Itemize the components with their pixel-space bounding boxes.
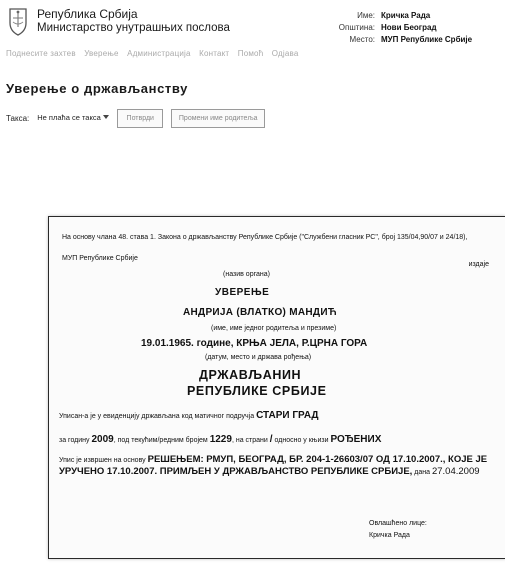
book-label: односно у књизи: [274, 437, 329, 444]
ordinal-label: под текућим/редним бројем: [117, 437, 208, 444]
main-nav: [6, 49, 305, 58]
person-name: АНДРИЈА (ВЛАТКО) МАНДИЋ: [183, 307, 337, 318]
year-value: 2009: [91, 434, 114, 445]
official-name: Кричка Рада: [369, 532, 410, 539]
basis-text: РЕШЕЊЕМ: РМУП, БЕОГРАД, БР. 204-1-26603/07 ОД 17.10.2007., КОЈЕ ЈЕ УРУЧЕНО 17.10.2007. ПРИМЉЕН У ДРЖАВЉАНСТВО РЕПУБЛИКЕ СРБИЈЕ,: [59, 454, 488, 477]
ordinal-value: 1229: [209, 434, 232, 445]
year-label: за годину: [59, 437, 90, 444]
tax-select[interactable]: [35, 111, 113, 125]
tax-row: [6, 108, 265, 128]
book-value: РОЂЕНИХ: [330, 434, 382, 445]
meta-label: Место:: [349, 35, 375, 44]
org-name: Република Србија: [37, 7, 138, 21]
meta-row-municipality: [285, 22, 505, 34]
change-parent-name-button[interactable]: Промени име родитеља: [171, 109, 265, 128]
registry-numbers-line: за годину 2009, под текућим/редним бројем 1229, на страни / односно у књизи РОЂЕНИХ: [59, 434, 382, 445]
tax-label: Такса:: [6, 113, 30, 123]
birth-caption: (датум, место и држава рођења): [205, 354, 312, 361]
meta-value: Кричка Рада: [381, 11, 431, 20]
coat-of-arms-icon: [7, 6, 29, 36]
meta-label: Име:: [357, 11, 375, 20]
meta-row-name: [285, 10, 505, 22]
confirm-button[interactable]: Потврди: [117, 109, 163, 128]
registry-line: [59, 410, 319, 421]
official-label: Овлашћено лице:: [369, 520, 427, 527]
app-header: [0, 0, 505, 46]
nav-item-help[interactable]: Помоћ: [237, 49, 264, 58]
nav-item-logout[interactable]: Одјава: [271, 49, 299, 58]
birth-info: 19.01.1965. године, КРЊА ЈЕЛА, Р.ЦРНА ГОРА: [141, 338, 368, 349]
nav-item-contact[interactable]: Контакт: [199, 49, 230, 58]
name-caption: (име, име једног родитеља и презиме): [211, 325, 337, 332]
issue-date: 27.04.2009: [431, 466, 480, 477]
meta-value: МУП Републике Србије: [381, 35, 473, 44]
chevron-down-icon: [103, 115, 109, 119]
citizen-heading-line1: ДРЖАВЉАНИН: [199, 368, 302, 382]
page-title: Уверење о држављанству: [6, 81, 188, 96]
issuing-organ: МУП Републике Србије: [62, 255, 138, 262]
registry-area: СТАРИ ГРАД: [256, 410, 319, 421]
meta-label: Општина:: [338, 23, 375, 32]
registration-basis: [59, 454, 499, 478]
page-value: /: [269, 434, 273, 445]
page-label: , на страни: [231, 437, 268, 444]
certificate-title: УВЕРЕЊЕ: [215, 287, 270, 298]
nav-item-admin[interactable]: Администрација: [127, 49, 191, 58]
ministry-name: Министарство унутрашњих послова: [37, 22, 230, 34]
citizen-heading-line2: РЕПУБЛИКЕ СРБИЈЕ: [187, 384, 327, 398]
user-meta: [285, 10, 505, 46]
certificate-document: [48, 216, 505, 559]
issues-word: издаје: [468, 261, 489, 268]
registered-text: Уписан-а је у евиденцију држављана код матичног подручја: [59, 413, 255, 420]
date-label: дана: [414, 469, 431, 476]
meta-row-place: [285, 34, 505, 46]
organ-caption: (назив органа): [223, 271, 270, 278]
meta-value: Нови Београд: [381, 23, 437, 32]
legal-basis-text: На основу члана 48. става 1. Закона о држављанству Републике Србије ("Службени гласник РС", број 135/04,90/07 и 24/18),: [62, 234, 468, 241]
nav-item-request[interactable]: Поднесите захтев: [6, 49, 76, 58]
nav-item-certificate[interactable]: Уверење: [84, 49, 119, 58]
basis-label: Упис је извршен на основу: [59, 457, 146, 464]
tax-select-value: Не плаћа се такса: [37, 113, 101, 122]
